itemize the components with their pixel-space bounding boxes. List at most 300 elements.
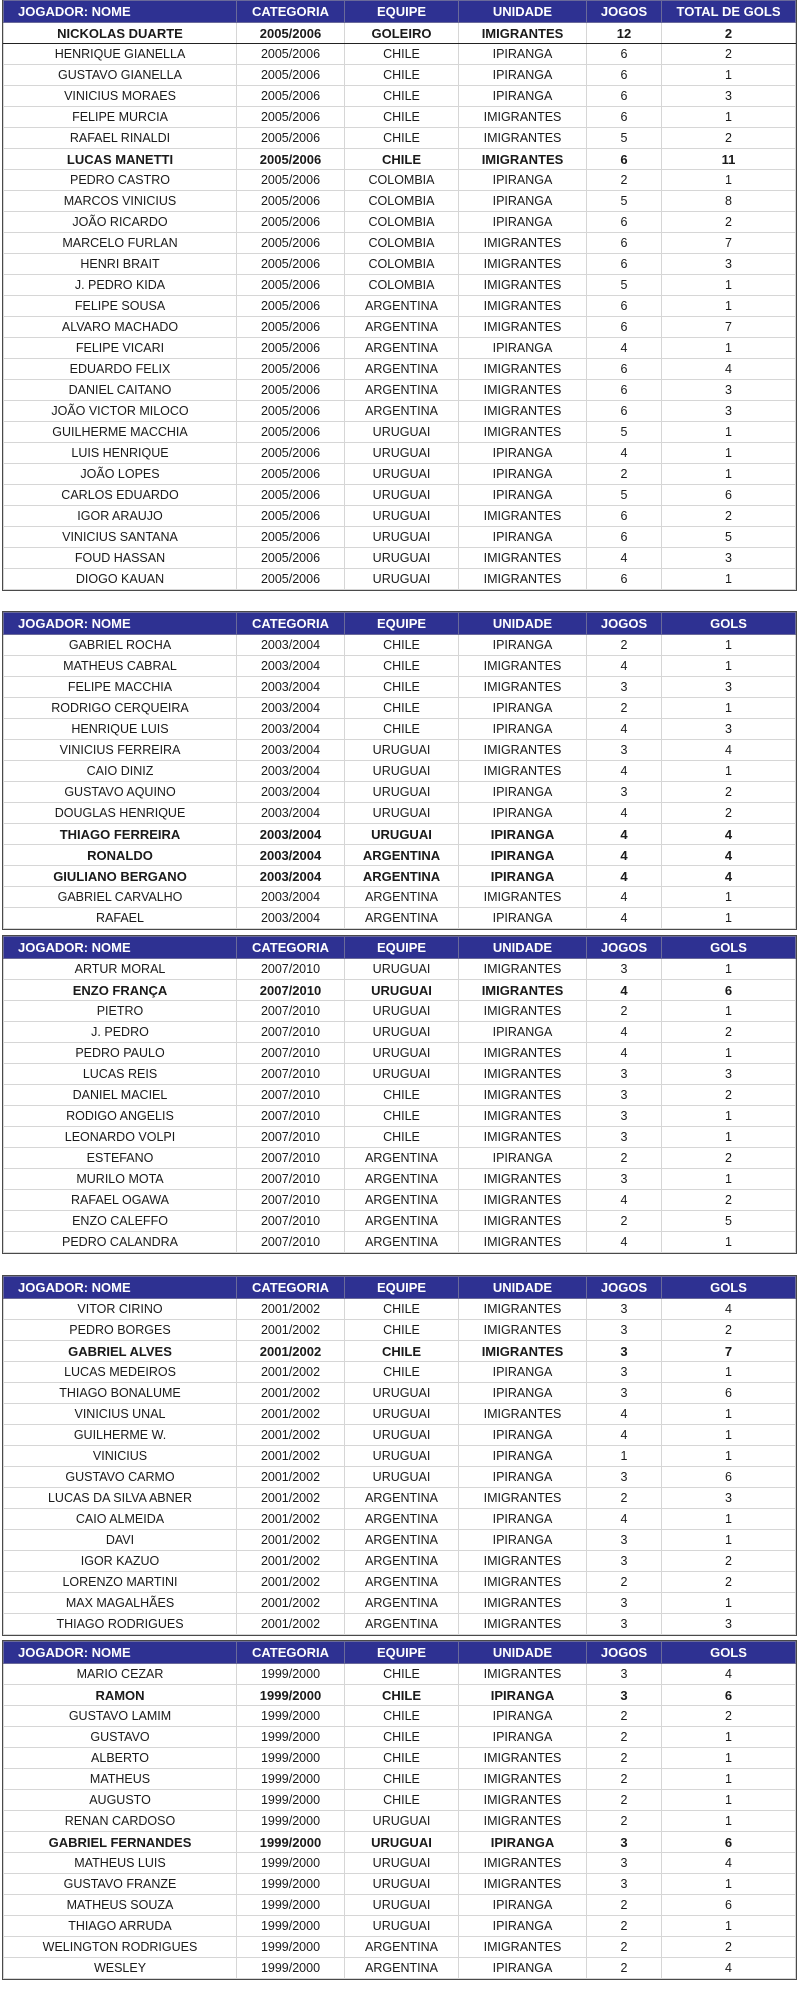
- cell-category: 2001/2002: [237, 1446, 345, 1467]
- cell-player-name: GUSTAVO LAMIM: [4, 1706, 237, 1727]
- cell-team: CHILE: [345, 1127, 459, 1148]
- cell-category: 2005/2006: [237, 527, 345, 548]
- cell-category: 2007/2010: [237, 1148, 345, 1169]
- table-row: [4, 1446, 796, 1467]
- cell-category: 2005/2006: [237, 254, 345, 275]
- column-header-team: EQUIPE: [345, 613, 459, 635]
- cell-unit: IMIGRANTES: [459, 149, 587, 170]
- column-header-goals: GOLS: [662, 937, 796, 959]
- table-row: [4, 1085, 796, 1106]
- column-header-player-name: JOGADOR: NOME: [4, 937, 237, 959]
- scorers-table: [3, 936, 796, 1253]
- cell-team: URUGUAI: [345, 1064, 459, 1085]
- column-header-team: EQUIPE: [345, 1277, 459, 1299]
- cell-games: 6: [587, 233, 662, 254]
- cell-team: URUGUAI: [345, 1404, 459, 1425]
- cell-team: CHILE: [345, 635, 459, 656]
- cell-games: 2: [587, 1148, 662, 1169]
- cell-team: ARGENTINA: [345, 1614, 459, 1635]
- cell-games: 4: [587, 1232, 662, 1253]
- cell-games: 6: [587, 569, 662, 590]
- cell-goals: 1: [662, 1916, 796, 1937]
- table-row: [4, 1467, 796, 1488]
- cell-games: 4: [587, 719, 662, 740]
- table-row: [4, 296, 796, 317]
- cell-player-name: GUILHERME MACCHIA: [4, 422, 237, 443]
- cell-goals: 1: [662, 635, 796, 656]
- cell-games: 3: [587, 1362, 662, 1383]
- cell-unit: IMIGRANTES: [459, 401, 587, 422]
- cell-goals: 3: [662, 1488, 796, 1509]
- cell-category: 2001/2002: [237, 1299, 345, 1320]
- cell-goals: 1: [662, 761, 796, 782]
- cell-games: 3: [587, 959, 662, 980]
- cell-goals: 2: [662, 23, 796, 44]
- cell-games: 3: [587, 1320, 662, 1341]
- cell-unit: IMIGRANTES: [459, 1593, 587, 1614]
- table-row: [4, 1811, 796, 1832]
- cell-player-name: DOUGLAS HENRIQUE: [4, 803, 237, 824]
- cell-unit: IMIGRANTES: [459, 1614, 587, 1635]
- cell-player-name: VINICIUS MORAES: [4, 86, 237, 107]
- cell-category: 2005/2006: [237, 233, 345, 254]
- cell-player-name: GABRIEL ALVES: [4, 1341, 237, 1362]
- cell-games: 2: [587, 1001, 662, 1022]
- cell-team: URUGUAI: [345, 506, 459, 527]
- table-row: [4, 1148, 796, 1169]
- table-row: [4, 1530, 796, 1551]
- cell-unit: IMIGRANTES: [459, 1106, 587, 1127]
- cell-unit: IPIRANGA: [459, 719, 587, 740]
- cell-games: 3: [587, 1853, 662, 1874]
- cell-goals: 2: [662, 44, 796, 65]
- cell-unit: IPIRANGA: [459, 824, 587, 845]
- cell-unit: IPIRANGA: [459, 1685, 587, 1706]
- cell-category: 2003/2004: [237, 845, 345, 866]
- cell-team: URUGUAI: [345, 1022, 459, 1043]
- cell-games: 6: [587, 506, 662, 527]
- cell-goals: 1: [662, 1043, 796, 1064]
- cell-player-name: FELIPE MACCHIA: [4, 677, 237, 698]
- cell-team: COLOMBIA: [345, 233, 459, 254]
- column-header-team: EQUIPE: [345, 937, 459, 959]
- column-header-games: JOGOS: [587, 1, 662, 23]
- cell-player-name: FOUD HASSAN: [4, 548, 237, 569]
- cell-category: 2003/2004: [237, 656, 345, 677]
- table-row: [4, 1190, 796, 1211]
- table-row: [4, 359, 796, 380]
- cell-games: 4: [587, 761, 662, 782]
- cell-unit: IMIGRANTES: [459, 422, 587, 443]
- cell-games: 3: [587, 677, 662, 698]
- cell-games: 5: [587, 422, 662, 443]
- cell-team: ARGENTINA: [345, 1593, 459, 1614]
- scorers-table-block: [3, 1276, 795, 1635]
- cell-games: 4: [587, 908, 662, 929]
- cell-team: URUGUAI: [345, 803, 459, 824]
- cell-team: URUGUAI: [345, 1043, 459, 1064]
- cell-unit: IPIRANGA: [459, 635, 587, 656]
- table-row: [4, 1001, 796, 1022]
- cell-player-name: WELINGTON RODRIGUES: [4, 1937, 237, 1958]
- cell-team: URUGUAI: [345, 1425, 459, 1446]
- column-header-category: CATEGORIA: [237, 1277, 345, 1299]
- column-header-games: JOGOS: [587, 1642, 662, 1664]
- cell-goals: 6: [662, 1685, 796, 1706]
- cell-player-name: RAFAEL: [4, 908, 237, 929]
- cell-team: ARGENTINA: [345, 1488, 459, 1509]
- table-row: [4, 317, 796, 338]
- cell-player-name: RAMON: [4, 1685, 237, 1706]
- column-header-unit: UNIDADE: [459, 1, 587, 23]
- cell-team: URUGUAI: [345, 1832, 459, 1853]
- cell-category: 2005/2006: [237, 569, 345, 590]
- cell-unit: IPIRANGA: [459, 698, 587, 719]
- cell-player-name: MAX MAGALHÃES: [4, 1593, 237, 1614]
- cell-games: 6: [587, 212, 662, 233]
- cell-games: 2: [587, 1769, 662, 1790]
- table-row: [4, 1341, 796, 1362]
- cell-category: 1999/2000: [237, 1706, 345, 1727]
- table-row: [4, 908, 796, 929]
- cell-team: COLOMBIA: [345, 254, 459, 275]
- cell-player-name: ARTUR MORAL: [4, 959, 237, 980]
- cell-goals: 2: [662, 1320, 796, 1341]
- cell-category: 2007/2010: [237, 1001, 345, 1022]
- cell-games: 3: [587, 1685, 662, 1706]
- cell-games: 3: [587, 1169, 662, 1190]
- cell-games: 2: [587, 1488, 662, 1509]
- cell-player-name: AUGUSTO: [4, 1790, 237, 1811]
- scorers-table: [3, 1641, 796, 1979]
- table-row: [4, 527, 796, 548]
- cell-player-name: PEDRO CALANDRA: [4, 1232, 237, 1253]
- cell-unit: IMIGRANTES: [459, 275, 587, 296]
- cell-category: 2005/2006: [237, 44, 345, 65]
- cell-games: 3: [587, 1664, 662, 1685]
- cell-goals: 4: [662, 824, 796, 845]
- table-row: [4, 1706, 796, 1727]
- scorers-table-block: [3, 0, 795, 590]
- cell-games: 6: [587, 401, 662, 422]
- table-row: [4, 254, 796, 275]
- cell-goals: 1: [662, 1362, 796, 1383]
- cell-team: URUGUAI: [345, 740, 459, 761]
- cell-team: ARGENTINA: [345, 887, 459, 908]
- cell-team: CHILE: [345, 1320, 459, 1341]
- cell-games: 4: [587, 443, 662, 464]
- cell-games: 2: [587, 1937, 662, 1958]
- cell-goals: 1: [662, 296, 796, 317]
- table-row: [4, 782, 796, 803]
- table-row: [4, 656, 796, 677]
- cell-team: URUGUAI: [345, 1895, 459, 1916]
- cell-goals: 7: [662, 233, 796, 254]
- cell-player-name: THIAGO BONALUME: [4, 1383, 237, 1404]
- column-header-category: CATEGORIA: [237, 937, 345, 959]
- cell-unit: IPIRANGA: [459, 443, 587, 464]
- cell-unit: IPIRANGA: [459, 1383, 587, 1404]
- column-header-goals: GOLS: [662, 1642, 796, 1664]
- cell-goals: 1: [662, 908, 796, 929]
- cell-games: 5: [587, 128, 662, 149]
- cell-unit: IMIGRANTES: [459, 980, 587, 1001]
- cell-category: 1999/2000: [237, 1958, 345, 1979]
- cell-team: GOLEIRO: [345, 23, 459, 44]
- cell-games: 3: [587, 1085, 662, 1106]
- cell-category: 2005/2006: [237, 191, 345, 212]
- cell-player-name: RENAN CARDOSO: [4, 1811, 237, 1832]
- cell-unit: IPIRANGA: [459, 485, 587, 506]
- table-row: [4, 1383, 796, 1404]
- cell-unit: IMIGRANTES: [459, 1404, 587, 1425]
- table-row: [4, 635, 796, 656]
- cell-goals: 3: [662, 1614, 796, 1635]
- cell-goals: 4: [662, 1853, 796, 1874]
- cell-goals: 2: [662, 1937, 796, 1958]
- cell-team: URUGUAI: [345, 464, 459, 485]
- cell-player-name: HENRIQUE GIANELLA: [4, 44, 237, 65]
- cell-games: 4: [587, 866, 662, 887]
- scorers-table: [3, 0, 796, 590]
- table-row: [4, 233, 796, 254]
- table-row: [4, 1832, 796, 1853]
- cell-category: 2005/2006: [237, 359, 345, 380]
- table-header-row: [4, 1642, 796, 1664]
- table-row: [4, 1790, 796, 1811]
- cell-games: 4: [587, 845, 662, 866]
- cell-category: 2003/2004: [237, 824, 345, 845]
- table-row: [4, 719, 796, 740]
- cell-player-name: RODRIGO CERQUEIRA: [4, 698, 237, 719]
- cell-games: 6: [587, 149, 662, 170]
- cell-unit: IPIRANGA: [459, 1958, 587, 1979]
- cell-team: ARGENTINA: [345, 1148, 459, 1169]
- cell-unit: IMIGRANTES: [459, 107, 587, 128]
- cell-player-name: WESLEY: [4, 1958, 237, 1979]
- cell-unit: IPIRANGA: [459, 1022, 587, 1043]
- table-row: [4, 548, 796, 569]
- cell-games: 3: [587, 1383, 662, 1404]
- table-row: [4, 845, 796, 866]
- cell-category: 2007/2010: [237, 1127, 345, 1148]
- cell-games: 6: [587, 380, 662, 401]
- table-row: [4, 1362, 796, 1383]
- cell-goals: 1: [662, 422, 796, 443]
- cell-category: 1999/2000: [237, 1832, 345, 1853]
- cell-category: 1999/2000: [237, 1916, 345, 1937]
- table-row: [4, 380, 796, 401]
- cell-player-name: JOÃO VICTOR MILOCO: [4, 401, 237, 422]
- cell-unit: IMIGRANTES: [459, 1001, 587, 1022]
- cell-team: CHILE: [345, 656, 459, 677]
- cell-player-name: GUSTAVO CARMO: [4, 1467, 237, 1488]
- table-header-row: [4, 937, 796, 959]
- cell-goals: 3: [662, 548, 796, 569]
- cell-player-name: MARCOS VINICIUS: [4, 191, 237, 212]
- cell-unit: IPIRANGA: [459, 44, 587, 65]
- cell-unit: IMIGRANTES: [459, 359, 587, 380]
- cell-player-name: VINICIUS FERREIRA: [4, 740, 237, 761]
- cell-unit: IMIGRANTES: [459, 1551, 587, 1572]
- cell-unit: IMIGRANTES: [459, 1169, 587, 1190]
- cell-team: ARGENTINA: [345, 866, 459, 887]
- column-header-goals: TOTAL DE GOLS: [662, 1, 796, 23]
- table-row: [4, 506, 796, 527]
- cell-team: ARGENTINA: [345, 401, 459, 422]
- table-row: [4, 1958, 796, 1979]
- cell-category: 2003/2004: [237, 719, 345, 740]
- cell-category: 2005/2006: [237, 464, 345, 485]
- table-header-row: [4, 613, 796, 635]
- cell-goals: 1: [662, 1530, 796, 1551]
- cell-games: 3: [587, 1593, 662, 1614]
- cell-unit: IPIRANGA: [459, 782, 587, 803]
- cell-unit: IPIRANGA: [459, 803, 587, 824]
- table-row: [4, 1488, 796, 1509]
- cell-category: 1999/2000: [237, 1664, 345, 1685]
- cell-team: ARGENTINA: [345, 296, 459, 317]
- cell-player-name: LUIS HENRIQUE: [4, 443, 237, 464]
- cell-player-name: GUSTAVO FRANZE: [4, 1874, 237, 1895]
- cell-unit: IPIRANGA: [459, 1832, 587, 1853]
- table-row: [4, 23, 796, 44]
- cell-category: 2007/2010: [237, 980, 345, 1001]
- cell-goals: 1: [662, 959, 796, 980]
- cell-goals: 2: [662, 212, 796, 233]
- cell-games: 2: [587, 1748, 662, 1769]
- cell-category: 1999/2000: [237, 1748, 345, 1769]
- table-row: [4, 887, 796, 908]
- cell-games: 4: [587, 1425, 662, 1446]
- cell-team: CHILE: [345, 86, 459, 107]
- cell-goals: 1: [662, 1593, 796, 1614]
- cell-goals: 2: [662, 1551, 796, 1572]
- cell-games: 3: [587, 1106, 662, 1127]
- cell-player-name: GUSTAVO GIANELLA: [4, 65, 237, 86]
- cell-player-name: MARIO CEZAR: [4, 1664, 237, 1685]
- cell-goals: 1: [662, 1748, 796, 1769]
- cell-team: CHILE: [345, 1748, 459, 1769]
- cell-goals: 6: [662, 1467, 796, 1488]
- cell-unit: IMIGRANTES: [459, 1811, 587, 1832]
- table-row: [4, 866, 796, 887]
- cell-games: 6: [587, 107, 662, 128]
- cell-team: CHILE: [345, 719, 459, 740]
- cell-player-name: MATHEUS LUIS: [4, 1853, 237, 1874]
- table-row: [4, 1064, 796, 1085]
- cell-category: 2007/2010: [237, 1043, 345, 1064]
- cell-goals: 5: [662, 1211, 796, 1232]
- scorers-table: [3, 1276, 796, 1635]
- cell-games: 6: [587, 65, 662, 86]
- column-header-unit: UNIDADE: [459, 937, 587, 959]
- cell-games: 3: [587, 1832, 662, 1853]
- cell-team: URUGUAI: [345, 782, 459, 803]
- cell-unit: IMIGRANTES: [459, 1769, 587, 1790]
- cell-category: 1999/2000: [237, 1874, 345, 1895]
- cell-games: 3: [587, 1467, 662, 1488]
- cell-player-name: ESTEFANO: [4, 1148, 237, 1169]
- cell-team: CHILE: [345, 698, 459, 719]
- table-row: [4, 1404, 796, 1425]
- cell-category: 2007/2010: [237, 1211, 345, 1232]
- cell-games: 5: [587, 191, 662, 212]
- cell-category: 2003/2004: [237, 635, 345, 656]
- cell-player-name: RAFAEL RINALDI: [4, 128, 237, 149]
- cell-goals: 8: [662, 191, 796, 212]
- cell-category: 2005/2006: [237, 338, 345, 359]
- cell-category: 2007/2010: [237, 1232, 345, 1253]
- cell-games: 3: [587, 1127, 662, 1148]
- cell-category: 1999/2000: [237, 1769, 345, 1790]
- cell-goals: 6: [662, 1895, 796, 1916]
- cell-player-name: THIAGO ARRUDA: [4, 1916, 237, 1937]
- table-row: [4, 740, 796, 761]
- cell-category: 2001/2002: [237, 1509, 345, 1530]
- cell-category: 2005/2006: [237, 170, 345, 191]
- cell-team: CHILE: [345, 65, 459, 86]
- cell-category: 2005/2006: [237, 128, 345, 149]
- cell-games: 5: [587, 485, 662, 506]
- cell-team: CHILE: [345, 1106, 459, 1127]
- cell-player-name: ENZO FRANÇA: [4, 980, 237, 1001]
- cell-games: 4: [587, 824, 662, 845]
- table-row: [4, 1593, 796, 1614]
- cell-games: 2: [587, 635, 662, 656]
- cell-games: 6: [587, 254, 662, 275]
- cell-games: 2: [587, 1211, 662, 1232]
- cell-goals: 1: [662, 1727, 796, 1748]
- cell-team: URUGUAI: [345, 1467, 459, 1488]
- cell-goals: 3: [662, 380, 796, 401]
- cell-player-name: GABRIEL FERNANDES: [4, 1832, 237, 1853]
- cell-team: CHILE: [345, 677, 459, 698]
- cell-games: 4: [587, 338, 662, 359]
- column-header-unit: UNIDADE: [459, 613, 587, 635]
- cell-category: 2005/2006: [237, 380, 345, 401]
- column-header-unit: UNIDADE: [459, 1277, 587, 1299]
- cell-player-name: PEDRO BORGES: [4, 1320, 237, 1341]
- cell-games: 4: [587, 1022, 662, 1043]
- cell-category: 2005/2006: [237, 548, 345, 569]
- table-row: [4, 128, 796, 149]
- table-row: [4, 44, 796, 65]
- cell-player-name: MURILO MOTA: [4, 1169, 237, 1190]
- cell-player-name: CAIO ALMEIDA: [4, 1509, 237, 1530]
- cell-unit: IPIRANGA: [459, 866, 587, 887]
- cell-unit: IPIRANGA: [459, 464, 587, 485]
- table-row: [4, 1232, 796, 1253]
- cell-category: 2001/2002: [237, 1572, 345, 1593]
- cell-category: 2001/2002: [237, 1320, 345, 1341]
- cell-category: 2005/2006: [237, 296, 345, 317]
- cell-goals: 4: [662, 845, 796, 866]
- cell-goals: 2: [662, 1572, 796, 1593]
- cell-goals: 1: [662, 1811, 796, 1832]
- table-row: [4, 1127, 796, 1148]
- cell-goals: 1: [662, 569, 796, 590]
- cell-category: 1999/2000: [237, 1853, 345, 1874]
- cell-category: 2005/2006: [237, 275, 345, 296]
- cell-games: 2: [587, 1958, 662, 1979]
- cell-goals: 2: [662, 803, 796, 824]
- column-header-category: CATEGORIA: [237, 1, 345, 23]
- cell-unit: IPIRANGA: [459, 191, 587, 212]
- cell-category: 2001/2002: [237, 1404, 345, 1425]
- cell-unit: IMIGRANTES: [459, 1211, 587, 1232]
- cell-games: 3: [587, 1551, 662, 1572]
